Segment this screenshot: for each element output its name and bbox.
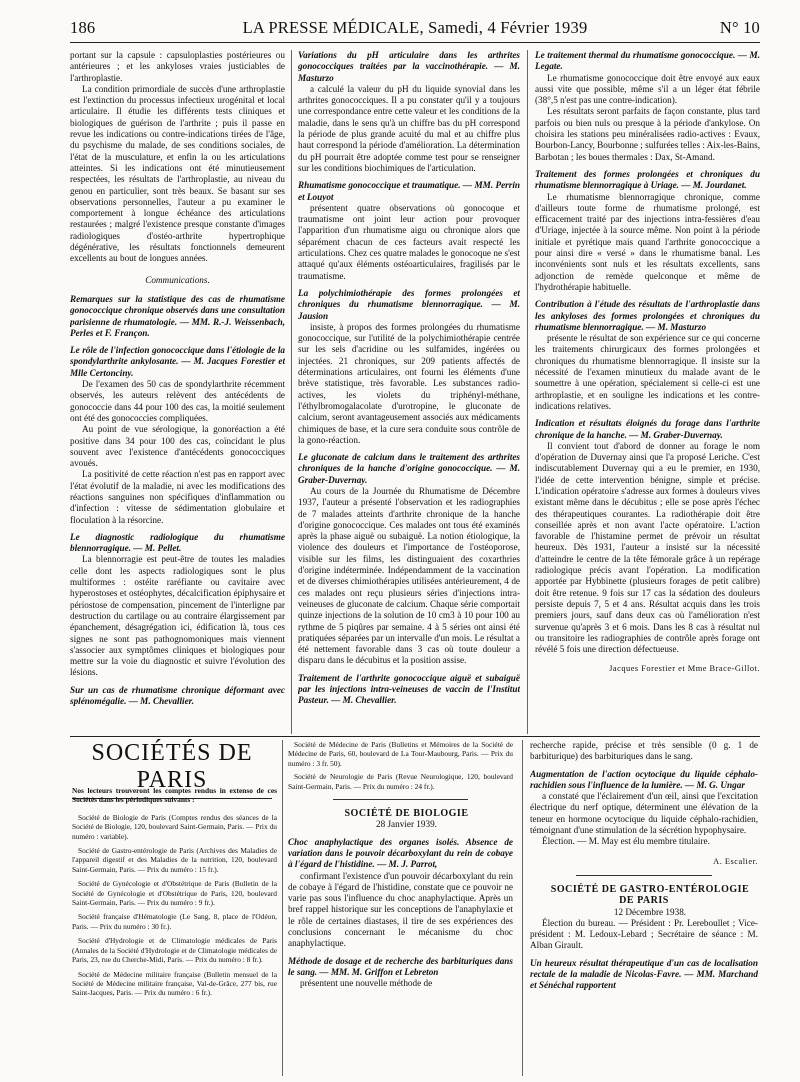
journal-title: LA PRESSE MÉDICALE, Samedi, 4 Février 1939 xyxy=(242,18,588,37)
paragraph: Au cours de la Journée du Rhumatisme de Décembre 1937, l'auteur a présenté l'observation et les radiographies de 7 malades atteints d'arthrite chronique de la hanche d'origine gonococcique. Ces malades ont tous été examinés après la phase aiguë ou subaiguë. La notion étiologique, la violence des douleurs et l'importance de l'ostéoporose, visible sur les films, les distinguaient des coxarthries d'origine indéterminée. Indépendamment de la vaccination et de diverses chimiothérapies utilisées antérieurement, 4 de ces malades ont reçu plusieurs séries d'injections intra-veineuses de gluconate de calcium. Chaque série comportait quinze injections de la solution de 10 cm3 à 10 pour 100 au rythme de 5 piqûres par semaine. 4 à 5 séries ont ainsi été pratiquées séparées par un intervalle d'un mois. Le résultat a été nettement favorable dans 3 cas où toute douleur a disparu dans le décubitus et la position assise. xyxy=(298,485,520,666)
article-heading: Variations du pH articulaire dans les arthrites gonococciques traitées par la vaccinothérapie. — M. Masturzo xyxy=(298,50,520,83)
paragraph: a calculé la valeur du pH du liquide synovial dans les arthrites gonococciques. Il a pu constater qu'il y a toujours une correspondance entre cette valeur et les conditions de la maladie, dans le sens qu'à un chiffre bas du pH correspond la période de plus grande acuité du mal et au chiffre plus haut correspond la période d'amélioration. La détermination du pH pourrait être adoptée comme test pour se renseigner sur les conditions biochimiques de l'articulation. xyxy=(298,83,520,173)
paragraph: La condition primordiale de succès d'une arthroplastie est l'extinction du processus infectieux urogénital et local articulaire. Il étudie les différents tests cliniques et biologiques de guérison de l'arthrite ; puis il passe en revue les indications ou contre-indications tirées de l'âge, du psychisme du malade, de ses conditions sociales, de l'état de la musculature, et enfin la ou les articulations atteintes. Si les indications ont été minutieusement respectées, les résultats de l'arthroplastie, au niveau du genou en particulier, sont très beaux. Se basant sur ses observations personnelles, l'auteur a pu examiner le comportement à longue échéance des articulations restaurées ; malgré l'existence presque constante d'images radiologiques d'ostéo-arthrite hypertrophique dégénérative, les résultats fonctionnels demeurent excellents au bout de longues années. xyxy=(70,83,285,264)
paragraph: présentent une nouvelle méthode de xyxy=(300,978,433,989)
periodical-entry: Société de Neurologie de Paris (Revue Neurologique, 120, boulevard Saint-Germain, Paris. — Prix du numéro : 24 fr.). xyxy=(288,772,513,791)
article-heading: Contribution à l'étude des résultats de l'arthroplastie dans les ankyloses des formes prolongées et chroniques du rhumatisme blennorragique. — M. Masturzo xyxy=(535,299,760,332)
paragraph: a constaté que l'éclairement d'un œil, ainsi que l'excitation électrique du nerf optique, déterminent une élévation de la teneur en hormone ocytocique du liquide céphalo-rachidien, témoignant d'une stimulation de la sécrétion hypophysaire. xyxy=(530,791,758,836)
periodical-entry: Société de Médecine militaire française (Bulletin mensuel de la Société de Médecine militaire française, Val-de-Grâce, 277 bis, rue Saint-Jacques, Paris. — Prix du numéro : 6 fr.). xyxy=(72,969,277,998)
issue-number: N° 10 xyxy=(719,18,760,37)
article-heading: Méthode de dosage et de recherche des barbituriques dans le sang. — MM. M. Griffon et Lebreton xyxy=(288,955,513,977)
article-heading: Le rôle de l'infection gonococcique dans l'étiologie de la spondylarthrite ankylosante. — M. Jacques Forestier et Mlle Certonciny. xyxy=(70,345,285,378)
periodical-entry: Société de Gynécologie et d'Obstétrique de Paris (Bulletin de la Société de Gynécologie et d'Obstétrique de Paris, 120, boulevard Saint-Germain, Paris. — Prix du numéro : 9 fr.). xyxy=(72,879,277,908)
paragraph: La blennorragie est peut-être de toutes les maladies celle dont les aspects radiologiques sont le plus multiformes : ostéite raréfiante ou cavitaire avec hyperostoses et ostéophytes, décalcification épiphysaire et périostose de compensation, pincement de l'interligne par destruction du cartilage ou au contraire élargissement par épanchement, désagrégation ici, édification là, tous ces signes ne sont pas pathognomoniques mais viennent s'associer aux symptômes cliniques et biologiques pour mettre sur la voie du diagnostic et suivre l'évolution des lésions. xyxy=(70,554,285,678)
paragraph: Élection du bureau. — Président : Pr. Lereboullet ; Vice-président : M. Ledoux-Lebard ; Secrétaire de séance : M. Alban Girault. xyxy=(530,917,758,951)
periodical-entry: Société de Médecine de Paris (Bulletins et Mémoires de la Société de Médecine de Paris, 60, boulevard de La Tour-Maubourg, Paris. — Prix du numéro : 3 fr. 50). xyxy=(288,740,513,768)
article-column-2 xyxy=(298,50,520,734)
article-heading: Choc anaphylactique des organes isolés. Absence de variation dans le pouvoir décarboxylant du rein de cobaye à l'égard de l'histidine. — M. J. Parrot, xyxy=(288,836,513,870)
periodical-entry: Société de Gastro-entérologie de Paris (Archives des Maladies de l'appareil digestif et des Maladies de la nutrition, 120, boulevard Saint-Germain, Paris. — Prix du numéro : 15 fr.). xyxy=(72,846,277,874)
column-divider xyxy=(282,740,283,1076)
section-label: Communications. xyxy=(145,274,210,285)
paragraph: Le rhumatisme blennorragique chronique, comme d'ailleurs toute forme de rhumatisme prolongé, est efficacement traité par des injections intra-fessières d'eau d'Uriage, injectée à la source même. Non point à la période initiale et pyrétique mais quand l'arthrite gonococcique a pour ainsi dire « versé » dans le rhumatisme banal. Les inconvénients sont nuls et les résultats excellents, sans adjonction de remède quelconque et même de l'hydrothérapie habituelle. xyxy=(535,191,760,292)
section-divider xyxy=(70,736,760,737)
article-heading: Un heureux résultat thérapeutique d'un cas de localisation rectale de la maladie de Nicolas-Favre. — MM. Marchand et Sénéchal rapportent xyxy=(530,957,758,991)
article-heading: Le gluconate de calcium dans le traitement des arthrites chroniques de la hanche d'origine gonococcique. — M. Graber-Duvernay. xyxy=(298,452,520,485)
article-heading: Traitement de l'arthrite gonococcique aiguë et subaiguë par les injections intra-veineuses de vaccin de l'Institut Pasteur. — M. Chevallier. xyxy=(298,672,520,706)
article-heading: Augmentation de l'action ocytocique du liquide céphalo-rachidien sous l'influence de la lumière. — M. G. Ungar xyxy=(530,768,758,790)
article-heading: Remarques sur la statistique des cas de rhumatisme gonococcique chronique observés dans une consultation parisienne de rhumatologie. — MM. R.-J. Weissenbach, Perles et F. Françon. xyxy=(70,293,285,338)
paragraph: confirmant l'existence d'un pouvoir décarboxylant du rein de cobaye à l'égard de l'histidine, constate que ce pouvoir ne varie pas sous l'influence du choc anaphylactique. Après un bref rappel historique sur les conceptions de l'anaphylaxie et le rôle de certaines diastases, il tire de ses expériences des conclusions concernant le mécanisme du choc anaphylactique. xyxy=(288,870,513,949)
paragraph: présente le résultat de son expérience sur ce qui concerne les traitements chirurgicaux des formes prolongées et chroniques du rhumatisme blennorragique. Il insiste sur la nécessité de l'examen minutieux du malade avant de le soumettre à une opération, spécialement si celle-ci est une arthroplastie, et en souligne les indications et les contre-indications relatives. xyxy=(535,333,760,411)
page-header xyxy=(70,18,760,43)
article-column-1 xyxy=(70,50,285,734)
periodicals-intro: Nos lecteurs trouveront les comptes rendus in extenso de ces Sociétés dans les périodiques suivants : xyxy=(72,786,277,805)
article-heading: La polychimiothérapie des formes prolongées et chroniques du rhumatisme blennorragique. — M. Jausion xyxy=(298,287,520,321)
page-number: 186 xyxy=(70,18,96,37)
paragraph: Il convient tout d'abord de donner au forage le nom d'opération de Duvernay ainsi que l'a proposé Leriche. C'est indiscutablement Duvernay qui a eu le premier, en 1930, l'idée de cette intervention bénigne, simple et précise. L'indication opératoire s'adresse aux formes à douleurs vives existant même dans le décubitus ; elle se pose après l'échec des thérapeutiques courantes. La radiothérapie doit être conseillée après et non avant l'acte opératoire. L'action favorable de l'histamine permet de prévoir un résultat heureux. Dès 1931, l'auteur a insisté sur la nécessité d'atteindre le centre de la tête fémorale grâce à un repérage radiologique précis avant l'opération. La modification apportée par Hybbinette (plusieurs forages de petit calibre) doit être retenue. 9 fois sur 17 cas la sédation des douleurs persiste depuis 7, 5 et 4 ans. Résultat acquis dans les trois premiers jours, sauf dans deux cas où l'amélioration n'est survenue qu'après 3 et 6 mois. Dans les 8 cas à résultat nul ou transitoire les radiographies de contrôle après forage ont révélé 5 fois une direction défectueuse. xyxy=(535,440,760,655)
article-heading: Rhumatisme gonococcique et traumatique. — MM. Perrin et Louyot xyxy=(298,180,520,202)
article-heading: Le traitement thermal du rhumatisme gonococcique. — M. Legate. xyxy=(535,50,760,72)
paragraph: Les résultats seront parfaits de façon constante, plus tard parfois ou bien nuls ou presque à la période d'ankylose. On choisira les stations peu minéralisées radio-actives : Evaux, Bourbon-Lancy, Bourbonne ; sulfurées telles : Aix-les-Bains, Barbotan ; les boues thermales : Dax, St-Amand. xyxy=(535,106,760,162)
article-column-3 xyxy=(535,50,760,734)
periodical-entry: Société de Biologie de Paris (Comptes rendus des séances de la Société de Biologie, 120, boulevard Saint-Germain, Paris. — Prix du numéro : variable). xyxy=(72,812,277,841)
article-heading: Indication et résultats éloignés du forage dans l'arthrite chronique de la hanche. — M. Graber-Duvernay. xyxy=(535,418,760,440)
paragraph: portant sur la capsule : capsuloplasties postérieures ou antérieures ; et les ankyloses vraies justiciables de l'arthroplastie. xyxy=(70,50,285,83)
periodicals-list xyxy=(72,786,277,1076)
signature: Jacques Forestier et Mme Brace-Gillot. xyxy=(609,664,760,674)
paragraph: La positivité de cette réaction n'est pas en rapport avec l'état évolutif de la maladie, ni avec les modifications des réactions sanguines non spécifiques d'inflammation ou d'infection : vitesse de sédimentation globulaire et floculation à la résorcine. xyxy=(70,469,285,525)
bottom-column-3 xyxy=(530,740,758,1076)
periodical-entry: Société française d'Hématologie (Le Sang, 8, place de l'Odéon, Paris. — Prix du numéro : 30 fr.). xyxy=(72,912,277,931)
session-date: 28 Janvier 1939. xyxy=(376,819,437,830)
article-heading: Traitement des formes prolongées et chroniques du rhumatisme blennorragique à Uriage. — M. Jourdanet. xyxy=(535,168,760,191)
paragraph: insiste, à propos des formes prolongées du rhumatisme gonococcique, sur l'utilité de la polychimiothérapie centrée sur les sels d'acridine ou les sulfamides, ingérées ou injectées. 21 chroniques, sur 209 patients affectés de déterminations articulaires, ont fourni les éléments d'une brève statistique, très favorable. Les substances radio-actives, les violets du triphényl-méthane, l'éthylbromogalacolate d'urotropine, le gluconate de calcium, seront avantageusement associés aux médicaments chimiques de base, et la cure sera conduite sous contrôle de la gono-réaction. xyxy=(298,321,520,445)
paragraph: Le rhumatisme gonococcique doit être envoyé aux eaux aussi vite que possible, même s'il a un léger état fébrile (38°,5 n'est pas une contre-indication). xyxy=(535,72,760,106)
paragraph: Au point de vue sérologique, la gonoréaction a été positive dans 34 pour 100 des cas, coïncidant le plus souvent avec l'existence d'antécédents gonococciques avoués. xyxy=(70,424,285,469)
article-heading: Le diagnostic radiologique du rhumatisme blennorragique. — M. Pellet. xyxy=(70,531,285,554)
column-divider xyxy=(291,50,292,734)
signature: A. Escalier. xyxy=(713,856,758,866)
periodical-entry: Société d'Hydrologie et de Climatologie médicales de Paris (Annales de la Société d'Hydrologie et de Climatologie médicales de Paris, 23, rue du Cherche-Midi, Paris. — Prix du numéro : 8 fr.). xyxy=(72,936,277,965)
society-title: SOCIÉTÉ DE BIOLOGIE xyxy=(344,808,469,820)
short-rule xyxy=(576,875,713,876)
paragraph: présentent quatre observations où gonocoque et traumatisme ont joint leur action pour provoquer l'apparition d'un rhumatisme aigu ou chronique alors que séparément chacun de ces facteurs avait respecté les articulations. Chez ces quatre malades le gonocoque ne s'est attaqué qu'aux éléments ostéoarticulaires, fragilisés par le traumatisme. xyxy=(298,202,520,281)
paragraph: De l'examen des 50 cas de spondylarthrite récemment observés, les auteurs relèvent des antécédents de gonococcie dans 44 pour 100 des cas, la moitié seulement ont été des gonococcies compliquées. xyxy=(70,379,285,423)
societes-title: SOCIÉTÉS DE PARIS xyxy=(72,740,272,799)
session-date: 12 Décembre 1938. xyxy=(613,906,687,917)
column-divider xyxy=(522,740,523,1076)
bottom-column-2 xyxy=(288,740,513,1076)
paragraph: recherche rapide, précise et très sensible (0 g. 1 de barbiturique) des barbituriques dans le sang. xyxy=(530,740,758,762)
article-heading: Sur un cas de rhumatisme chronique déformant avec splénomégalie. — M. Chevallier. xyxy=(70,684,285,707)
election-note: Élection. — M. May est élu membre titulaire. xyxy=(542,836,710,847)
column-divider xyxy=(527,50,528,734)
short-rule xyxy=(333,799,468,800)
society-title: SOCIÉTÉ DE GASTRO-ENTÉROLOGIE DE PARIS xyxy=(550,883,750,907)
